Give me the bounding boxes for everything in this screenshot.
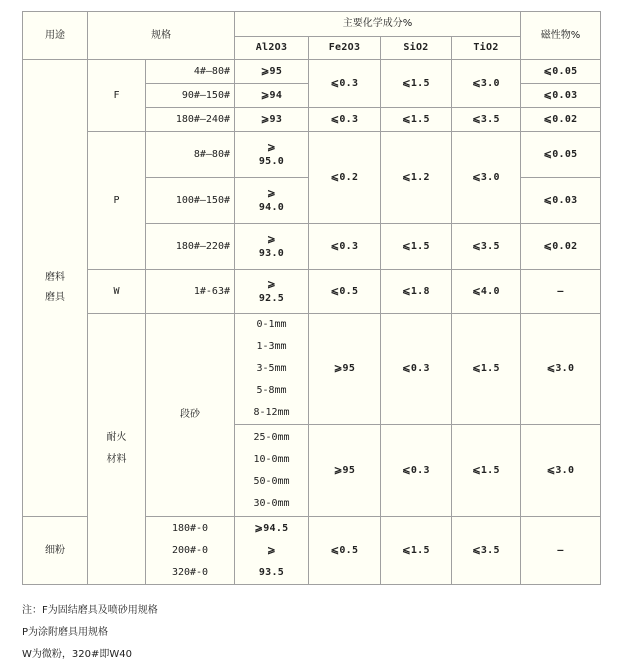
al2o3-value: ⩾95 — [309, 314, 381, 425]
al2o3-value: ⩾94 — [235, 84, 309, 108]
grade-w-label: W — [88, 270, 146, 314]
tio2-value: ⩽3.5 — [452, 224, 521, 270]
specification-table — [22, 11, 601, 585]
spec-item: 10-0mm — [253, 453, 290, 465]
header-spec: 规格 — [88, 12, 235, 60]
spec-item: 180#-0 — [171, 522, 209, 534]
magnetic-value: ⩽0.02 — [521, 108, 601, 132]
spec-cell: 8#—80# — [146, 132, 235, 178]
al2o3-value: ⩾95 — [309, 425, 381, 517]
usage-abrasive-line1: 磨料 — [45, 272, 65, 283]
al2o3-number: 92.5 — [258, 292, 285, 304]
notes — [22, 600, 158, 666]
spec-cell: 4#—80# — [146, 60, 235, 84]
spec-item: 30-0mm — [253, 497, 290, 509]
grade-f-label: F — [88, 60, 146, 132]
al2o3-number: 95.0 — [258, 155, 285, 167]
fe2o3-value: ⩽0.2 — [309, 132, 381, 224]
sio2-value: ⩽1.5 — [381, 108, 452, 132]
spec-item: 320#-0 — [171, 566, 209, 578]
tio2-value: ⩽3.5 — [452, 517, 521, 585]
tio2-value: ⩽3.0 — [521, 425, 601, 517]
spec-cell: 180#—220# — [146, 224, 235, 270]
tio2-value: ⩽3.5 — [452, 108, 521, 132]
usage-refractory-line1: 耐火 — [106, 432, 127, 443]
sio2-value: ⩽1.8 — [381, 270, 452, 314]
header-sio2: SiO2 — [381, 37, 452, 60]
note-line: P为涂附磨具用规格 — [22, 627, 109, 638]
spec-item: 1-3mm — [256, 341, 287, 352]
tio2-value: ⩽4.0 — [452, 270, 521, 314]
sio2-value: ⩽1.2 — [381, 132, 452, 224]
spec-item: 8-12mm — [253, 407, 290, 418]
header-composition: 主要化学成分% — [235, 12, 521, 37]
magnetic-value: ⩽0.03 — [521, 178, 601, 224]
magnetic-value: ⩽0.05 — [521, 132, 601, 178]
al2o3-number: 94.0 — [258, 201, 285, 213]
tio2-value: ⩽3.0 — [521, 314, 601, 425]
magnetic-value: ⩽0.03 — [521, 84, 601, 108]
spec-cell: 90#—150# — [146, 84, 235, 108]
magnetic-value: — — [521, 517, 601, 585]
header-al2o3: Al2O3 — [235, 37, 309, 60]
powder-spec-list — [146, 517, 235, 585]
al2o3-value — [235, 270, 309, 314]
usage-abrasive-line2: 磨具 — [45, 292, 65, 303]
spec-cell: 180#—240# — [146, 108, 235, 132]
header-magnetic: 磁性物% — [521, 12, 601, 60]
fe2o3-value: ⩽0.3 — [381, 314, 452, 425]
spec-item: 50-0mm — [253, 475, 290, 487]
magnetic-value: — — [521, 270, 601, 314]
fe2o3-value: ⩽0.3 — [309, 224, 381, 270]
header-tio2: TiO2 — [452, 37, 521, 60]
al2o3-symbol: ⩾ — [267, 141, 276, 153]
spec-cell: 1#-63# — [146, 270, 235, 314]
header-usage: 用途 — [23, 12, 88, 60]
tio2-value: ⩽3.0 — [452, 60, 521, 108]
spec-item: 0-1mm — [256, 319, 287, 330]
al2o3-value: ⩾95 — [235, 60, 309, 84]
sio2-value: ⩽1.5 — [452, 314, 521, 425]
fe2o3-value: ⩽0.5 — [309, 270, 381, 314]
al2o3-value: ⩾93 — [235, 108, 309, 132]
tio2-value: ⩽3.0 — [452, 132, 521, 224]
grade-p-label: P — [88, 132, 146, 270]
spec-item: 200#-0 — [171, 544, 209, 556]
al2o3-line: 93.5 — [258, 566, 285, 578]
usage-refractory — [88, 314, 146, 585]
header-fe2o3: Fe2O3 — [309, 37, 381, 60]
al2o3-line: ⩾ — [267, 544, 276, 556]
grain-spec-list — [235, 314, 309, 425]
al2o3-symbol: ⩾ — [267, 233, 276, 245]
spec-item: 3-5mm — [256, 363, 287, 374]
usage-refractory-line2: 材料 — [106, 454, 127, 465]
powder-label: 细粉 — [23, 517, 88, 585]
spec-item: 5-8mm — [256, 385, 287, 396]
al2o3-symbol: ⩾ — [267, 278, 276, 290]
usage-abrasive — [23, 60, 88, 517]
fe2o3-value: ⩽0.3 — [309, 108, 381, 132]
sio2-value: ⩽1.5 — [381, 60, 452, 108]
spec-cell: 100#—150# — [146, 178, 235, 224]
magnetic-value: ⩽0.05 — [521, 60, 601, 84]
al2o3-value — [235, 517, 309, 585]
grain-label: 段砂 — [146, 314, 235, 517]
al2o3-value — [235, 224, 309, 270]
note-line: 注：F为固结磨具及喷砂用规格 — [22, 605, 158, 616]
al2o3-number: 93.0 — [258, 247, 285, 259]
al2o3-symbol: ⩾ — [267, 187, 276, 199]
fe2o3-value: ⩽0.3 — [381, 425, 452, 517]
al2o3-value — [235, 178, 309, 224]
fe2o3-value: ⩽0.3 — [309, 60, 381, 108]
magnetic-value: ⩽0.02 — [521, 224, 601, 270]
al2o3-value — [235, 132, 309, 178]
grain-spec-list — [235, 425, 309, 517]
note-line: W为微粉，320#即W40 — [22, 649, 132, 660]
sio2-value: ⩽1.5 — [381, 517, 452, 585]
al2o3-line: ⩾94.5 — [254, 522, 289, 534]
sio2-value: ⩽1.5 — [452, 425, 521, 517]
sio2-value: ⩽1.5 — [381, 224, 452, 270]
fe2o3-value: ⩽0.5 — [309, 517, 381, 585]
spec-item: 25-0mm — [253, 431, 290, 443]
